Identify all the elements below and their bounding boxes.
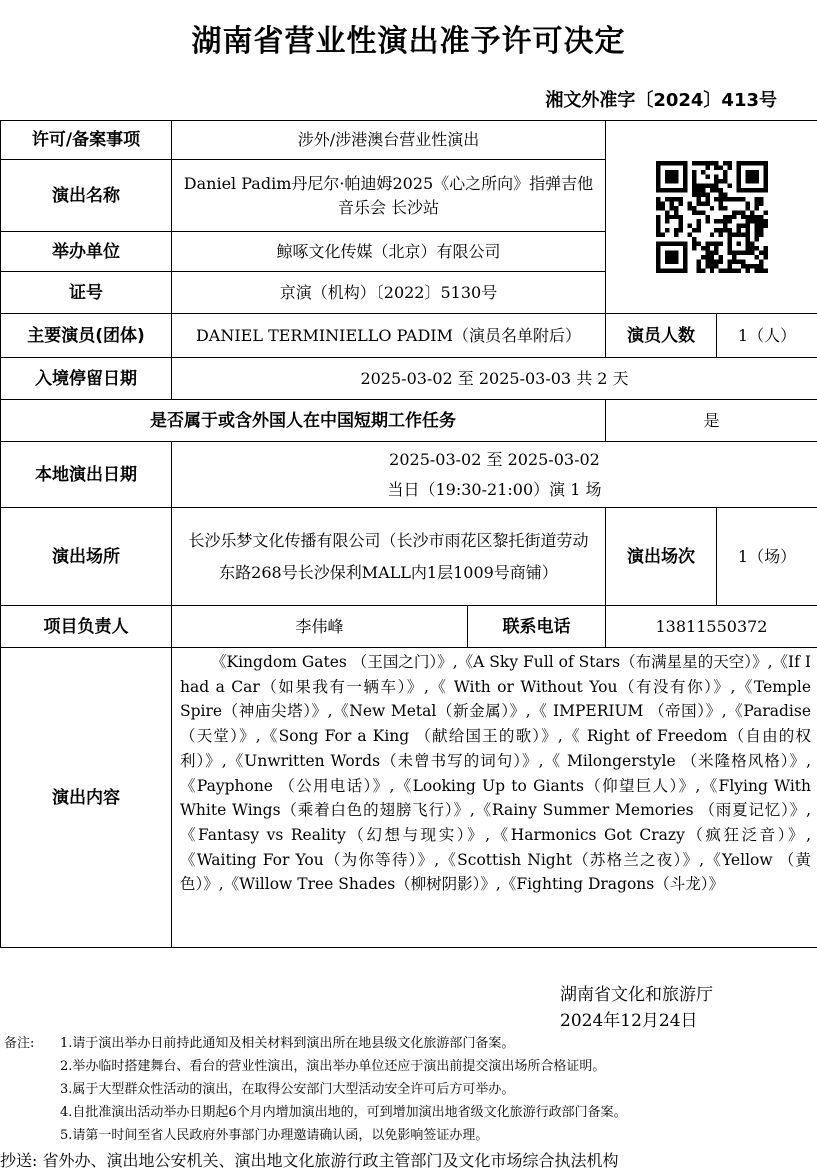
- note-row: [4, 1055, 817, 1078]
- notes: [4, 1032, 817, 1147]
- note-row: [4, 1032, 817, 1055]
- venue-value: 长沙乐梦文化传播有限公司（长沙市雨花区黎托街道劳动东路268号长沙保利MALL内1层1009号商铺）: [172, 508, 606, 606]
- phone-value: 13811550372: [606, 606, 817, 648]
- note-item: 5.请第一时间至省人民政府外事部门办理邀请确认函，以免影响签证办理。: [60, 1128, 489, 1143]
- note-item: 2.举办临时搭建舞台、看台的营业性演出，演出举办单位还应于演出前提交演出场所合格证明。: [60, 1059, 606, 1074]
- qr-cell: [606, 121, 817, 314]
- local-date-label: 本地演出日期: [1, 442, 172, 508]
- performer-count-label: 演员人数: [606, 314, 717, 358]
- short-work-value: 是: [606, 400, 817, 442]
- issue-date: 2024年12月24日: [560, 1011, 698, 1031]
- note-item: 4.自批准演出活动举办日期起6个月内增加演出地的，可到增加演出地省级文化旅游行政部门备案。: [60, 1105, 627, 1120]
- document-number: 湘文外准字〔2024〕413号: [545, 90, 777, 111]
- cc-line: 抄送: 省外办、演出地公安机关、演出地文化旅游行政主管部门及文化市场综合执法机构: [0, 1151, 619, 1170]
- local-date-value: [172, 442, 817, 508]
- content-label: 演出内容: [1, 648, 172, 948]
- manager-label: 项目负责人: [1, 606, 172, 648]
- permit-table: [0, 120, 817, 948]
- note-row: [4, 1124, 817, 1147]
- performers-value: DANIEL TERMINIELLO PADIM（演员名单附后）: [172, 314, 606, 358]
- content-value: 《Kingdom Gates （王国之门）》,《A Sky Full of Stars（布满星星的天空）》,《If I had a Car（如果我有一辆车）》,《 With or Without You（有没有你）》,《Temple Spire（神庙尖塔）》,《New Metal（新金属）》,《 IMPERIUM （帝国）》,《Paradise（天堂）》,《Song For a King （献给国王的歌）》,《 Right of Freedom（自由的权利）》,《Unwritten Words（未曾书写的词句）》,《 Milongerstyle （米隆格风格）》,《Payphone （公用电话）》,《Looking Up to Giants（仰望巨人）》,《Flying With White Wings（乘着白色的翅膀飞行）》,《Rainy Summer Memories （雨夏记忆）》,《Fantasy vs Reality（幻想与现实）》,《Harmonics Got Crazy（疯狂泛音）》,《Waiting For You（为你等待）》,《Scottish Night（苏格兰之夜）》,《Yellow （黄色）》,《Willow Tree Shades（柳树阴影）》,《Fighting Dragons（斗龙）》: [180, 653, 811, 894]
- performers-label: 主要演员(团体): [1, 314, 172, 358]
- performer-count-value: 1（人）: [717, 314, 817, 358]
- note-row: [4, 1078, 817, 1101]
- entry-date-value: 2025-03-02 至 2025-03-03 共 2 天: [172, 358, 817, 400]
- organizer-value: 鲸啄文化传媒（北京）有限公司: [172, 232, 606, 272]
- short-work-label: 是否属于或含外国人在中国短期工作任务: [1, 400, 606, 442]
- sessions-label: 演出场次: [606, 508, 717, 606]
- sessions-value: 1（场）: [717, 508, 817, 606]
- note-item: 1.请于演出举办日前持此通知及相关材料到演出所在地县级文化旅游部门备案。: [60, 1036, 515, 1051]
- manager-value: 李伟峰: [172, 606, 468, 648]
- note-item: 3.属于大型群众性活动的演出，在取得公安部门大型活动安全许可后方可举办。: [60, 1082, 515, 1097]
- phone-label: 联系电话: [468, 606, 606, 648]
- notes-prefix: 备注:: [4, 1036, 35, 1051]
- note-row: [4, 1101, 817, 1124]
- item-label: 许可/备案事项: [1, 121, 172, 160]
- issuing-authority: 湖南省文化和旅游厅: [560, 985, 713, 1005]
- entry-date-label: 入境停留日期: [1, 358, 172, 400]
- document-title: 湖南省营业性演出准予许可决定: [191, 24, 626, 59]
- local-date-range: 2025-03-02 至 2025-03-02: [389, 449, 600, 469]
- item-value: 涉外/涉港澳台营业性演出: [172, 121, 606, 160]
- name-label: 演出名称: [1, 160, 172, 232]
- qr-code-icon: [656, 161, 768, 273]
- cert-value: 京演（机构）〔2022〕5130号: [172, 272, 606, 314]
- cert-label: 证号: [1, 272, 172, 314]
- venue-label: 演出场所: [1, 508, 172, 606]
- local-date-sessions: 当日（19:30-21:00）演 1 场: [387, 479, 602, 499]
- organizer-label: 举办单位: [1, 232, 172, 272]
- name-value: Daniel Padim丹尼尔·帕迪姆2025《心之所向》指弹吉他音乐会 长沙站: [172, 160, 606, 232]
- content-cell: [172, 648, 817, 948]
